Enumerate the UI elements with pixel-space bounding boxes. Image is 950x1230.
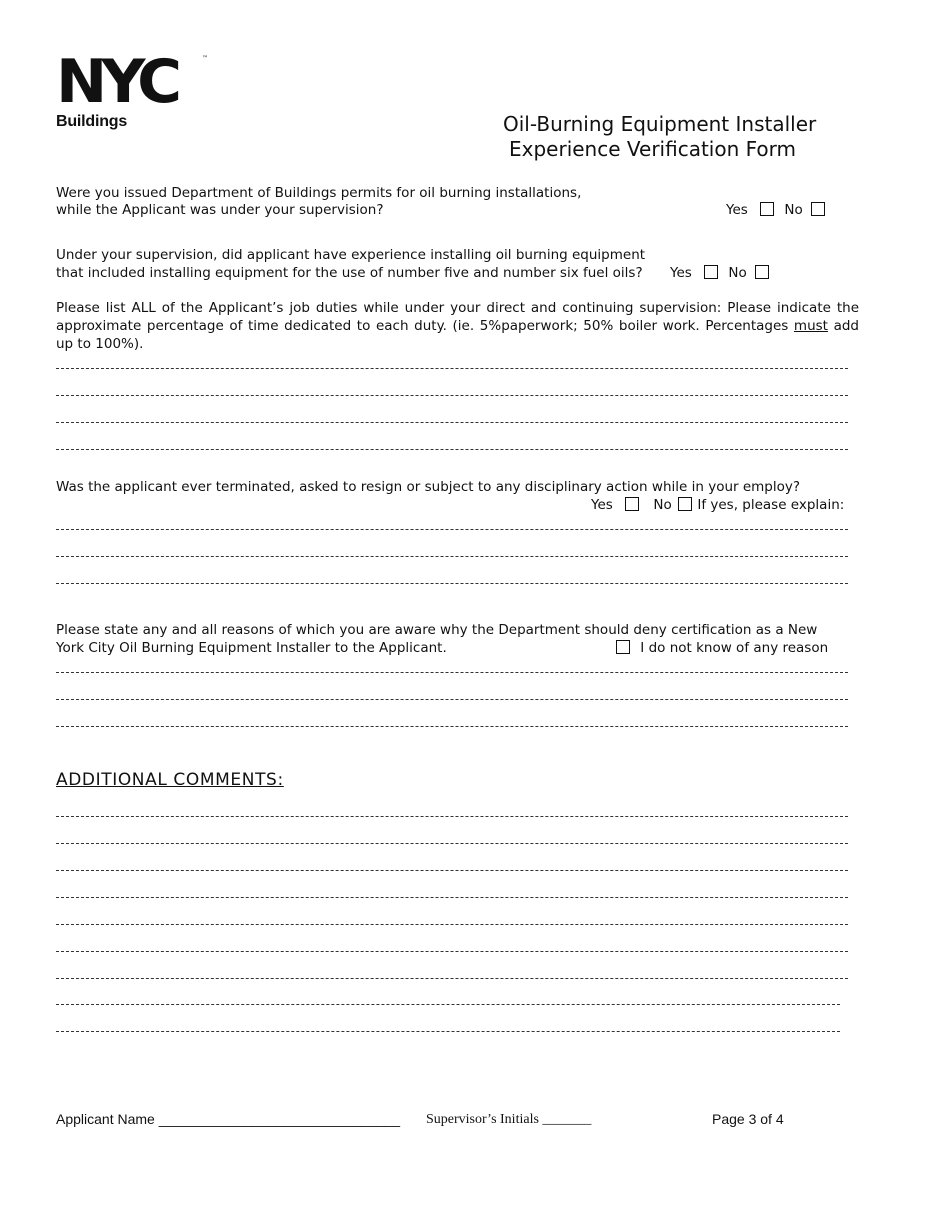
nyc-buildings-logo [56, 47, 210, 132]
form-title-line2: Experience Verification Form [509, 137, 797, 161]
q2-text-line2: that included installing equipment for the use of number five and number six fuel oils? [56, 265, 643, 281]
q3-answer-line[interactable] [56, 395, 848, 396]
comment-line[interactable] [56, 870, 848, 871]
q3-instructions [56, 299, 859, 353]
comment-line[interactable] [56, 843, 848, 844]
q5-option [616, 639, 828, 657]
q1-yes-checkbox[interactable] [760, 202, 774, 216]
supervisor-initials-field [426, 1112, 591, 1128]
q4-no-checkbox[interactable] [678, 497, 692, 511]
q4-text-line1: Was the applicant ever terminated, asked to resign or subject to any disciplinary action while in your employ? [56, 479, 801, 495]
comment-line[interactable] [56, 978, 848, 979]
logo-subtitle: Buildings [56, 113, 128, 130]
form-title-line1: Oil-Burning Equipment Installer [503, 112, 817, 136]
logo-mark: NYC [56, 47, 176, 117]
q5-no-reason-checkbox[interactable] [616, 640, 630, 654]
q2-text-line1: Under your supervision, did applicant have experience installing oil burning equipment [56, 247, 646, 263]
applicant-name-label: Applicant Name [56, 1111, 155, 1127]
comment-line[interactable] [56, 951, 848, 952]
q4-answer-line[interactable] [56, 529, 848, 530]
q4-yes-checkbox[interactable] [625, 497, 639, 511]
comment-line[interactable] [56, 897, 848, 898]
q5-text-line1: Please state any and all reasons of which you are aware why the Department should deny certification as a New [56, 622, 818, 638]
q5-text-line2: York City Oil Burning Equipment Installer to the Applicant. [56, 640, 447, 656]
comment-line[interactable] [56, 1031, 840, 1032]
q2-no-label: No [728, 265, 747, 281]
supervisor-initials-blank[interactable]: _______ [542, 1112, 592, 1127]
q4-yes-label: Yes [591, 497, 613, 513]
logo-trademark: ™ [202, 55, 208, 62]
q4-answer-line[interactable] [56, 583, 848, 584]
comment-line[interactable] [56, 1004, 840, 1005]
q5-answer-line[interactable] [56, 672, 848, 673]
q1-yes-label: Yes [726, 202, 748, 218]
q5-answer-line[interactable] [56, 726, 848, 727]
q3-answer-line[interactable] [56, 368, 848, 369]
q3-answer-line[interactable] [56, 449, 848, 450]
page-number: Page 3 of 4 [712, 1111, 784, 1127]
q2-options [670, 264, 769, 282]
applicant-name-field [56, 1111, 400, 1127]
q1-no-label: No [784, 202, 803, 218]
comment-line[interactable] [56, 924, 848, 925]
q4-explain-label: If yes, please explain: [697, 497, 845, 513]
additional-comments-heading: ADDITIONAL COMMENTS: [56, 770, 284, 790]
supervisor-initials-label: Supervisor’s Initials [426, 1112, 539, 1127]
q4-answer-line[interactable] [56, 556, 848, 557]
q2-yes-checkbox[interactable] [704, 265, 718, 279]
q1-text-line1: Were you issued Department of Buildings permits for oil burning installations, [56, 185, 582, 201]
q3-emphasis: must [793, 318, 828, 334]
q3-text-before: Please list ALL of the Applicant’s job duties while under your direct and continuing supervision: Please indicate the approximate percentage of time dedicated to each duty. (ie. 5%paperwork; 50% boiler work. Percentages [56, 300, 859, 334]
q1-no-checkbox[interactable] [811, 202, 825, 216]
applicant-name-blank[interactable]: _______________________________ [158, 1111, 401, 1127]
q3-text-after: add up to 100%). [56, 318, 860, 352]
q4-options [591, 496, 844, 514]
q2-yes-label: Yes [670, 265, 692, 281]
q5-no-reason-label: I do not know of any reason [640, 640, 829, 656]
q1-text-line2: while the Applicant was under your supervision? [56, 202, 384, 218]
q4-no-label: No [653, 497, 672, 513]
q1-options [726, 201, 825, 219]
comment-line[interactable] [56, 816, 848, 817]
q3-answer-line[interactable] [56, 422, 848, 423]
q2-no-checkbox[interactable] [755, 265, 769, 279]
q5-answer-line[interactable] [56, 699, 848, 700]
